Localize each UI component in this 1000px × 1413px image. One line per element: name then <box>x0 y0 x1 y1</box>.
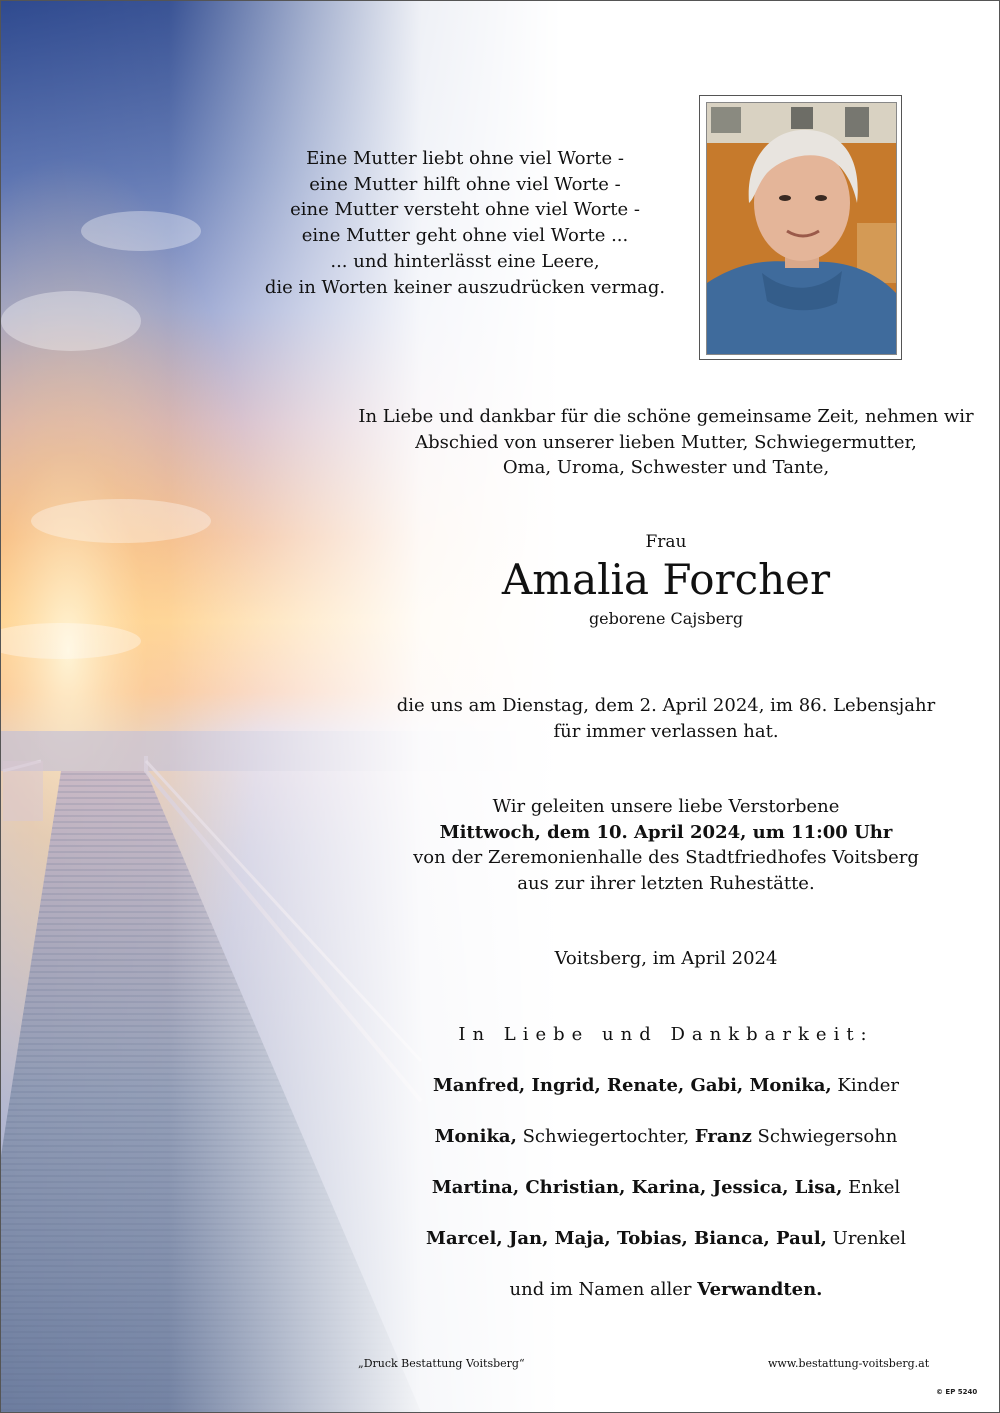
funeral-line: aus zur ihrer letzten Ruhestätte. <box>517 872 815 894</box>
quote-line: Eine Mutter liebt ohne viel Worte - <box>306 148 624 169</box>
website-link[interactable]: www.bestattung-voitsberg.at <box>768 1357 930 1370</box>
funeral-details <box>350 794 982 896</box>
family-row-great-grandchildren: Marcel, Jan, Maja, Tobias, Bianca, Paul, Urenkel <box>426 1228 906 1249</box>
salutation: Frau <box>645 532 687 552</box>
quote-line: die in Worten keiner auszudrücken vermag. <box>264 276 666 298</box>
printer-credit: „Druck Bestattung Voitsberg“ <box>358 1357 525 1370</box>
death-line: die uns am Dienstag, dem 2. April 2024, im 86. Lebensjahr <box>396 695 936 716</box>
intro-line: Abschied von unserer lieben Mutter, Schwiegermutter, <box>415 431 917 453</box>
death-line: für immer verlassen hat. <box>553 720 779 742</box>
intro-line: Oma, Uroma, Schwester und Tante, <box>502 457 830 479</box>
quote-line: eine Mutter hilft ohne viel Worte - <box>309 173 621 195</box>
family-row-children: Manfred, Ingrid, Renate, Gabi, Monika, Kinder <box>432 1075 900 1096</box>
birth-name: geborene Cajsberg <box>588 609 744 628</box>
deceased-name: Amalia Forcher <box>501 555 831 604</box>
quote-line: ... und hinterlässt eine Leere, <box>330 250 600 272</box>
quote-line: eine Mutter geht ohne viel Worte ... <box>301 225 629 247</box>
portrait-photo-frame <box>699 95 902 360</box>
family-row-grandchildren: Martina, Christian, Karina, Jessica, Lisa, Enkel <box>431 1177 901 1198</box>
funeral-line: von der Zeremonienhalle des Stadtfriedhofes Voitsberg <box>413 847 919 869</box>
family-row-in-laws: Monika, Schwiegertochter, Franz Schwiegersohn <box>434 1126 898 1147</box>
intro-text <box>350 404 982 481</box>
thanks-heading: In Liebe und Dankbarkeit: <box>458 1024 874 1045</box>
funeral-date-time: Mittwoch, dem 10. April 2024, um 11:00 Uhr <box>439 821 893 843</box>
place-date: Voitsberg, im April 2024 <box>554 948 778 969</box>
family-list <box>350 1073 982 1328</box>
funeral-line: Wir geleiten unsere liebe Verstorbene <box>492 796 840 817</box>
family-row-closing: und im Namen aller Verwandten. <box>509 1279 823 1300</box>
memorial-quote <box>250 146 680 300</box>
death-notice <box>350 693 982 744</box>
quote-line: eine Mutter versteht ohne viel Worte - <box>290 199 640 221</box>
portrait-photo <box>706 102 897 355</box>
intro-line: In Liebe und dankbar für die schöne gemeinsame Zeit, nehmen wir <box>358 406 974 427</box>
product-code: © EP 5240 <box>936 1388 978 1396</box>
